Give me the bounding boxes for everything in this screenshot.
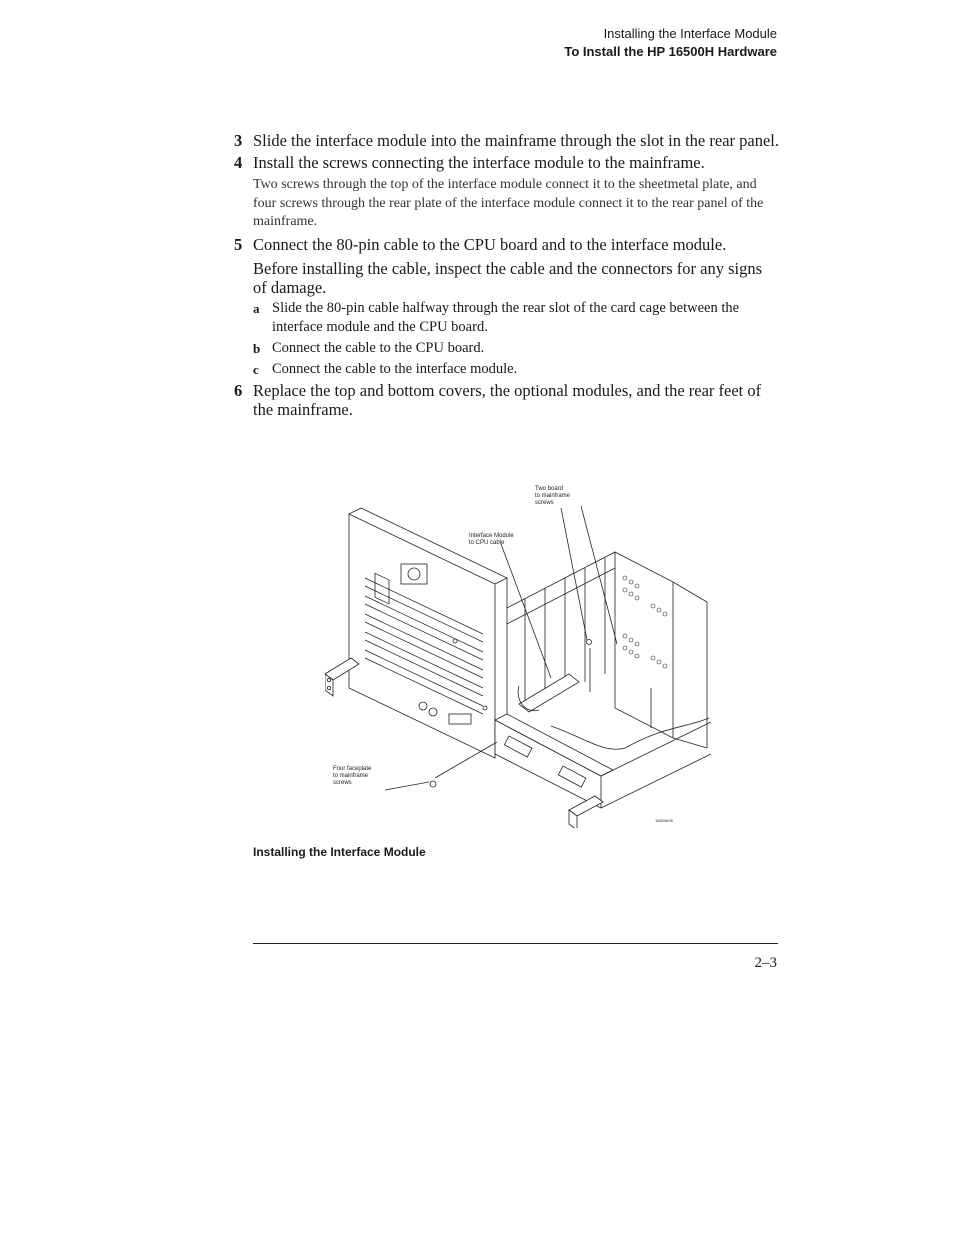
callout-faceplate-3: screws bbox=[333, 780, 352, 786]
callout-faceplate-1: Four faceplate bbox=[333, 766, 372, 772]
screw-note: Two screws through the top of the interface module connect it to the sheetmetal plate, and four screws through the rear plate of the interface module connect it to the rear panel of the mainframe. bbox=[253, 177, 764, 229]
substep-c bbox=[234, 360, 779, 379]
substep-a bbox=[234, 299, 779, 337]
callout-two-board-3: screws bbox=[535, 500, 554, 506]
step-number: 3 bbox=[234, 131, 243, 150]
installation-illustration bbox=[325, 478, 715, 828]
instruction-steps bbox=[234, 131, 779, 422]
step-number: 6 bbox=[234, 380, 243, 400]
right-foot-drawing bbox=[569, 796, 603, 828]
callout-faceplate-2: to mainframe bbox=[333, 773, 369, 779]
step-6 bbox=[234, 381, 779, 419]
footer-rule bbox=[253, 943, 778, 944]
callout-interface-cable-1: Interface Module bbox=[469, 533, 514, 539]
step-text: Install the screws connecting the interface module to the mainframe. bbox=[253, 153, 705, 172]
inspect-paragraph: Before installing the cable, inspect the cable and the connectors for any signs of damage. bbox=[253, 258, 763, 297]
step-text: Slide the interface module into the mainframe through the slot in the rear panel. bbox=[253, 131, 779, 150]
running-header bbox=[564, 25, 777, 61]
step-4 bbox=[234, 153, 779, 172]
step-3 bbox=[234, 131, 779, 150]
step-number: 4 bbox=[234, 153, 243, 172]
substep-letter: c bbox=[253, 361, 259, 377]
card-cage-drawing bbox=[507, 552, 709, 749]
substep-b bbox=[234, 339, 779, 358]
section-title: To Install the HP 16500H Hardware bbox=[564, 44, 777, 59]
step-text: Connect the 80-pin cable to the CPU board and to the interface module. bbox=[253, 234, 727, 254]
step-number: 5 bbox=[234, 234, 243, 254]
callout-two-board-1: Two board bbox=[535, 486, 564, 492]
step-5 bbox=[234, 235, 779, 254]
callout-interface-cable-2: to CPU cable bbox=[469, 540, 505, 546]
substep-text: Connect the cable to the CPU board. bbox=[272, 339, 485, 356]
substep-text: Slide the 80-pin cable halfway through the rear slot of the card cage between the interface module and the CPU board. bbox=[272, 299, 740, 335]
interface-module-drawing bbox=[495, 674, 711, 808]
step-text: Replace the top and bottom covers, the optional modules, and the rear feet of the mainframe. bbox=[253, 380, 762, 419]
chapter-title: Installing the Interface Module bbox=[603, 26, 777, 41]
figure-caption: Installing the Interface Module bbox=[253, 845, 426, 859]
callout-two-board-2: to mainframe bbox=[535, 493, 571, 499]
substep-letter: a bbox=[253, 300, 260, 316]
substep-text: Connect the cable to the interface module. bbox=[272, 360, 518, 377]
substep-letter: b bbox=[253, 340, 261, 356]
page-number: 2–3 bbox=[754, 955, 777, 971]
figure-code: 16500e05 bbox=[655, 818, 673, 823]
